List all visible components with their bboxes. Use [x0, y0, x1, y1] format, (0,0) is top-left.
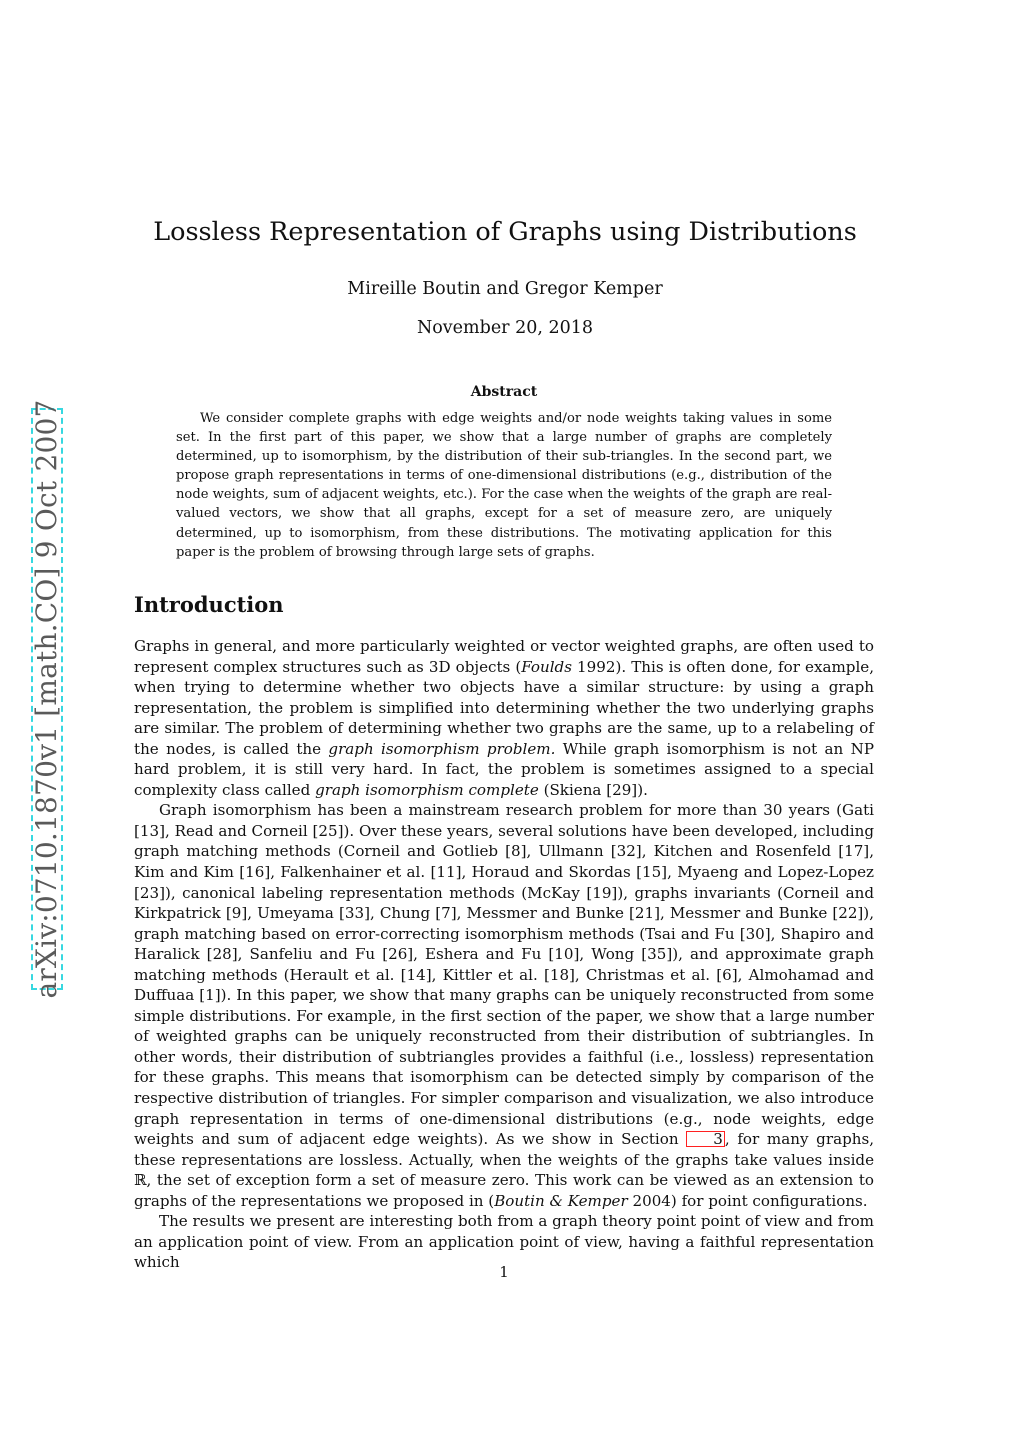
- abstract-text: We consider complete graphs with edge weights and/or node weights taking values in some set. In the first part of this paper, we show that a large number of graphs are completely determined, up to isomorphism, by the distribution of their sub-triangles. In the second part, we propose graph representations in terms of one-dimensional distributions (e.g., distribution of the node weights, sum of adjacent weights, etc.). For the case when the weights of the graph are real-valued vectors, we show that all graphs, except for a set of measure zero, are uniquely determined, up to isomorphism, from these distributions. The motivating application for this paper is the problem of browsing through large sets of graphs.: [176, 411, 832, 560]
- paragraph: Graphs in general, and more particularly weighted or vector weighted graphs, are often used to represent complex structures such as 3D objects (Foulds 1992). This is often done, for example, when trying to determine whether two objects have a similar structure: by using a graph representation, the problem is simplified into determining whether the two underlying graphs are similar. The problem of determining whether two graphs are the same, up to a relabeling of the nodes, is called the graph isomorphism problem. While graph isomorphism is not an NP hard problem, it is still very hard. In fact, the problem is sometimes assigned to a special complexity class called graph isomorphism complete (Skiena [29]).: [134, 637, 874, 799]
- section-reference-link[interactable]: 3: [686, 1131, 725, 1147]
- paper-authors: Mireille Boutin and Gregor Kemper: [347, 279, 663, 299]
- page-number: 1: [499, 1263, 509, 1281]
- emphasis: Foulds: [521, 657, 572, 676]
- emphasis: graph isomorphism complete: [315, 780, 539, 799]
- emphasis: graph isomorphism problem.: [328, 739, 556, 758]
- paragraph: Graph isomorphism has been a mainstream research problem for more than 30 years (Gati [13], Read and Corneil [25]). Over these years, several solutions have been developed, including graph matching methods (Corneil and Gotlieb [8], Ullmann [32], Kitchen and Rosenfeld [17], Kim and Kim [16], Falkenhainer et al. [11], Horaud and Skordas [15], Myaeng and Lopez-Lopez [23]), canonical labeling representation methods (McKay [19]), graphs invariants (Corneil and Kirkpatrick [9], Umeyama [33], Chung [7], Messmer and Bunke [21], Messmer and Bunke [22]), graph matching based on error-correcting isomorphism methods (Tsai and Fu [30], Shapiro and Haralick [28], Sanfeliu and Fu [26], Eshera and Fu [10], Wong [35]), and approximate graph matching methods (Herault et al. [14], Kittler et al. [18], Christmas et al. [6], Almohamad and Duffuaa [1]). In this paper, we show that many graphs can be uniquely reconstructed from some simple distributions. For example, in the first section of the paper, we show that a large number of weighted graphs can be uniquely reconstructed from their distribution of subtriangles. In other words, their distribution of subtriangles provides a faithful (i.e., lossless) representation for these graphs. This means that isomorphism can be detected simply by comparison of the respective distribution of triangles. For simpler comparison and visualization, we also introduce graph representation in terms of one-dimensional distributions (e.g., node weights, edge weights and sum of adjacent edge weights). As we show in Section 3 , for many graphs, these representations are lossless. Actually, when the weights of the graphs take values inside ℝ, the set of exception form a set of measure zero. This work can be viewed as an extension to graphs of the representations we proposed in (Boutin & Kemper 2004) for point configurations.: [134, 801, 874, 1210]
- abstract-heading: Abstract: [470, 384, 538, 400]
- section-heading-introduction: Introduction: [134, 592, 284, 617]
- emphasis: Boutin & Kemper: [494, 1191, 628, 1210]
- arxiv-identifier-stamp[interactable]: [30, 399, 63, 999]
- paper-title: Lossless Representation of Graphs using Distributions: [153, 217, 857, 247]
- paper-date: November 20, 2018: [416, 318, 594, 338]
- arxiv-identifier-text: arXiv:0710.1870v1 [math.CO] 9 Oct 2007: [30, 399, 63, 999]
- paragraph: The results we present are interesting both from a graph theory point point of view and from an application point of view. From an application point of view, having a faithful representation which: [134, 1212, 874, 1272]
- introduction-body: [134, 636, 874, 1273]
